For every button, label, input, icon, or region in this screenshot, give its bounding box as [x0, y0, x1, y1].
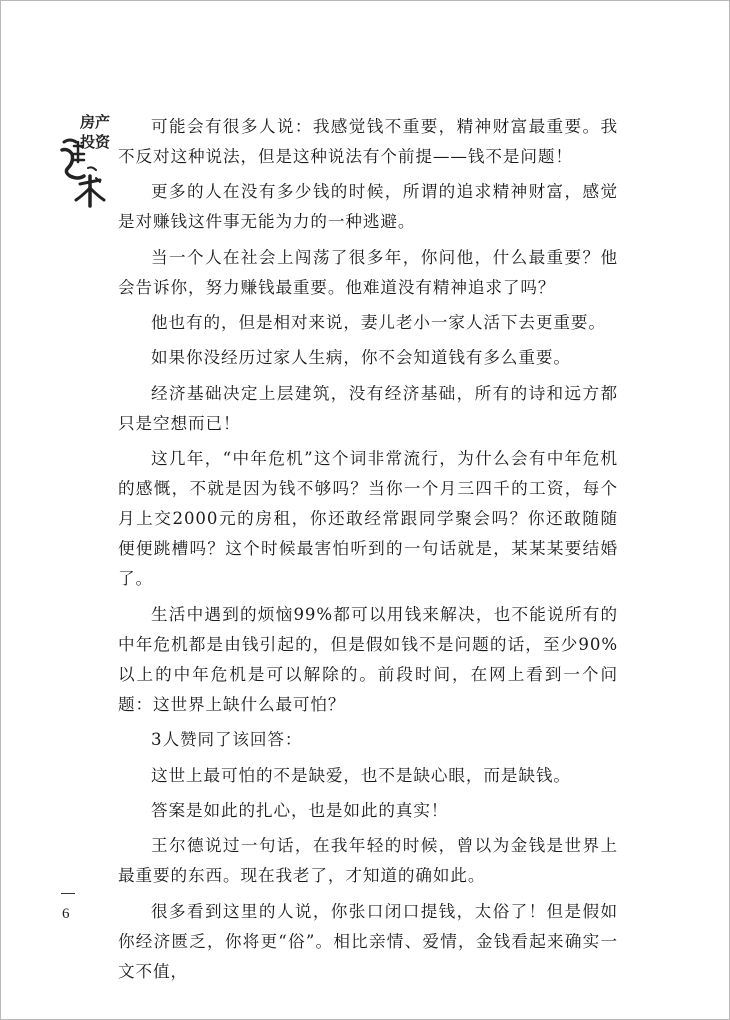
body-text — [118, 112, 618, 992]
paragraph: 经济基础决定上层建筑，没有经济基础，所有的诗和远方都只是空想而已！ — [118, 383, 618, 433]
paragraph: 答案是如此的扎心，也是如此的真实！ — [151, 800, 449, 820]
paragraph: 更多的人在没有多少钱的时候，所谓的追求精神财富，感觉是对赚钱这件事无能为力的一种逃避。 — [118, 182, 618, 232]
logo-text-line1: 房产 — [80, 113, 111, 131]
footer-rule — [61, 893, 75, 894]
paragraph: 这世上最可怕的不是缺爱，也不是缺心眼，而是缺钱。 — [151, 765, 571, 785]
paragraph: 可能会有很多人说：我感觉钱不重要，精神财富最重要。我不反对这种说法，但是这种说法有个前提——钱不是问题！ — [118, 117, 618, 167]
paragraph: 这几年，“中年危机”这个词非常流行，为什么会有中年危机的感慨，不就是因为钱不够吗？当你一个月三四千的工资，每个月上交2000元的房租，你还敢经常跟同学聚会吗？你还敢随随便便跳槽吗？这个时候最害怕听到的一句话就是，某某某要结婚了。 — [118, 449, 618, 589]
logo-text-line2: 投资 — [80, 133, 111, 151]
paragraph: 很多看到这里的人说，你张口闭口提钱，太俗了！但是假如你经济匮乏，你将更“俗”。相比亲情、爱情，金钱看起来确实一文不值， — [118, 901, 618, 981]
paragraph: 生活中遇到的烦恼99%都可以用钱来解决，也不能说所有的中年危机都是由钱引起的，但是假如钱不是问题的话，至少90%以上的中年危机是可以解除的。前段时间，在网上看到一个问题：这世界上缺什么最可怕？ — [118, 604, 618, 714]
paragraph: 王尔德说过一句话，在我年轻的时候，曾以为金钱是世界上最重要的东西。现在我老了，才知道的确如此。 — [118, 836, 618, 886]
logo-calligraphy-icon — [58, 132, 111, 210]
paragraph: 如果你没经历过家人生病，你不会知道钱有多么重要。 — [151, 348, 571, 368]
paragraph: 他也有的，但是相对来说，妻儿老小一家人活下去更重要。 — [151, 313, 606, 333]
book-logo — [58, 104, 110, 210]
page-number: 6 — [62, 906, 70, 922]
paragraph: 当一个人在社会上闯荡了很多年，你问他，什么最重要？他会告诉你，努力赚钱最重要。他难道没有精神追求了吗？ — [118, 247, 618, 297]
paragraph: 3人赞同了该回答： — [151, 730, 303, 750]
